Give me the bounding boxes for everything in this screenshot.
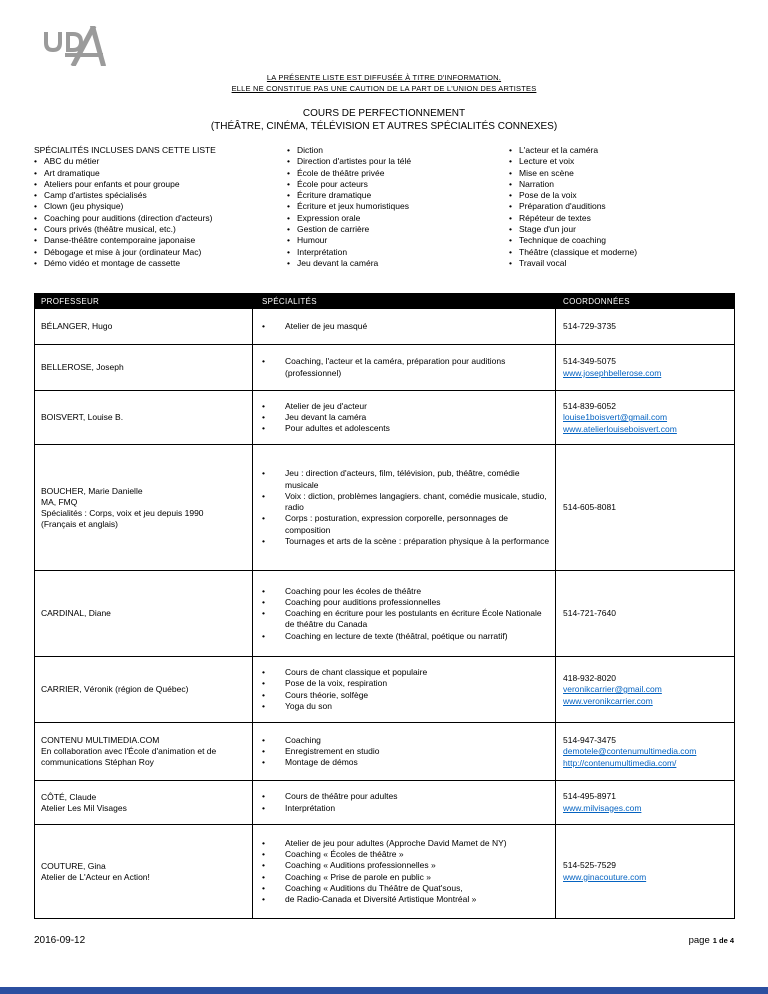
professor-cell [35,657,253,723]
specialty-item: • Pose de la voix, respiration [253,678,551,689]
specialty-list-item: • Pose de la voix [509,190,734,201]
contact-link[interactable]: www.veronikcarrier.com [563,695,653,706]
specialties-list-3 [509,145,734,269]
phone-number: 514-839-6052 [563,400,616,411]
table-row [35,781,735,825]
coordinates-cell [556,309,735,345]
logo-letter-u [46,34,60,50]
table-row [35,657,735,723]
specialties-cell [253,391,556,445]
professor-cell [35,391,253,445]
specialties-cell [253,657,556,723]
professors-table [34,293,735,919]
specialty-list-item: • Humour [287,235,509,246]
specialty-list-item: • Camp d'artistes spécialisés [34,190,287,201]
phone-number: 514-349-5075 [563,356,616,367]
specialty-item: • Pour adultes et adolescents [253,423,551,434]
specialties-cell [253,309,556,345]
specialty-list-item: • Diction [287,145,509,156]
professor-line: BÉLANGER, Hugo [41,321,113,332]
specialty-item: • Atelier de jeu pour adultes (Approche David Mamet de NY) [253,838,551,849]
specialty-item: • Montage de démos [253,757,551,768]
table-row [35,825,735,919]
coordinates-cell [556,571,735,657]
specialty-list-item: • Lecture et voix [509,156,734,167]
specialty-list-item: • Travail vocal [509,258,734,269]
professor-line: En collaboration avec l'École d'animation et de communications Stéphan Roy [41,746,217,768]
table-row [35,345,735,391]
specialty-list-item: • Jeu devant la caméra [287,258,509,269]
contact-link[interactable]: www.josephbellerose.com [563,367,662,378]
title-line-1: COURS DE PERFECTIONNEMENT [302,108,466,119]
title-line-2: (THÉÂTRE, CINÉMA, TÉLÉVISION ET AUTRES SPÉCIALITÉS CONNEXES) [210,121,558,132]
professor-cell [35,571,253,657]
professor-line: BELLEROSE, Joseph [41,362,124,373]
specialty-item: • Yoga du son [253,701,551,712]
column-header-professeur: PROFESSEUR [35,294,253,309]
professor-line: CARRIER, Véronik (région de Québec) [41,684,189,695]
specialty-list-item: • Mise en scène [509,168,734,179]
specialty-list-item: • Écriture et jeux humoristiques [287,201,509,212]
specialty-list-item: • L'acteur et la caméra [509,145,734,156]
contact-link[interactable]: www.ginacouture.com [563,871,647,882]
specialty-list-item: • Écriture dramatique [287,190,509,201]
specialties-list-1 [34,156,287,269]
contact-link[interactable]: www.milvisages.com [563,802,642,813]
specialty-item: • Corps : posturation, expression corporelle, personnages de composition [253,513,551,536]
professor-cell [35,723,253,781]
disclaimer-line-2: ELLE NE CONSTITUE PAS UNE CAUTION DE LA PART DE L'UNION DES ARTISTES [231,83,537,93]
specialties-cell [253,781,556,825]
logo-letter-d [68,34,81,50]
table-row [35,723,735,781]
specialty-list-item: • Clown (jeu physique) [34,201,287,212]
specialty-item: • Jeu : direction d'acteurs, film, télévision, pub, théâtre, comédie musicale [253,468,551,491]
professor-line: MA, FMQ [41,496,78,507]
specialty-item: • Atelier de jeu masqué [253,321,551,332]
specialty-list-item: • Préparation d'auditions [509,201,734,212]
contact-link[interactable]: demotele@contenumultimedia.com [563,746,697,757]
specialty-list-item: • Danse-théâtre contemporaine japonaise [34,235,287,246]
specialty-item: • Interprétation [253,803,551,814]
specialty-item: • Coaching [253,735,551,746]
footer-page-number: page 1 de 4 [688,935,734,947]
specialty-list-item: • Art dramatique [34,168,287,179]
specialty-item: • Cours théorie, solfège [253,690,551,701]
specialties-cell [253,825,556,919]
specialty-item: • Coaching « Prise de parole en public » [253,872,551,883]
specialty-item: • Atelier de jeu d'acteur [253,401,551,412]
contact-link[interactable]: louise1boisvert@gmail.com [563,412,668,423]
specialties-column-3 [509,145,734,269]
professor-line: BOISVERT, Louise B. [41,412,124,423]
specialties-section [34,145,734,269]
specialty-list-item: • Interprétation [287,247,509,258]
specialty-item: • Tournages et arts de la scène : préparation physique à la performance [253,536,551,547]
professor-line: CARDINAL, Diane [41,608,111,619]
professors-table-body [35,309,735,919]
table-row [35,391,735,445]
phone-number: 514-947-3475 [563,734,616,745]
specialty-list-item: • École de théâtre privée [287,168,509,179]
phone-number: 514-605-8081 [563,502,616,513]
specialty-item: • Cours de théâtre pour adultes [253,791,551,802]
coordinates-cell [556,445,735,571]
specialty-list-item: • Gestion de carrière [287,224,509,235]
disclaimer-notice [34,73,734,94]
specialties-cell [253,723,556,781]
bottom-bar [0,987,768,994]
professor-cell [35,309,253,345]
specialty-item: • Coaching en écriture pour les postulants en écriture École Nationale de théâtre du Canada [253,608,551,631]
footer-date: 2016-09-12 [34,935,86,947]
specialty-list-item: • Narration [509,179,734,190]
coordinates-cell [556,723,735,781]
phone-number: 514-729-3735 [563,321,616,332]
specialty-list-item: • Débogage et mise à jour (ordinateur Mac) [34,247,287,258]
professor-line: (Français et anglais) [41,518,119,529]
specialty-list-item: • Direction d'artistes pour la télé [287,156,509,167]
contact-link[interactable]: www.atelierlouiseboisvert.com [563,423,677,434]
specialty-item: • Coaching « Écoles de théâtre » [253,849,551,860]
phone-number: 514-525-7529 [563,860,616,871]
professor-line: CÔTÉ, Claude [41,791,97,802]
specialty-list-item: • Répéteur de textes [509,213,734,224]
specialty-list-item: • Théâtre (classique et moderne) [509,247,734,258]
specialties-cell [253,345,556,391]
table-row [35,571,735,657]
professor-cell [35,345,253,391]
coordinates-cell [556,345,735,391]
professor-line: Atelier de L'Acteur en Action! [41,871,150,882]
specialties-column-2 [287,145,509,269]
specialties-column-1 [34,145,287,269]
specialty-list-item: • Expression orale [287,213,509,224]
contact-link[interactable]: veronikcarrier@gmail.com [563,684,662,695]
professor-line: Atelier Les Mil Visages [41,802,127,813]
professor-line: COUTURE, Gina [41,860,106,871]
coordinates-cell [556,781,735,825]
professor-line: CONTENU MULTIMEDIA.COM [41,735,160,746]
professor-line: Spécialités : Corps, voix et jeu depuis 1990 [41,507,204,518]
professor-cell [35,445,253,571]
specialty-item: • Coaching, l'acteur et la caméra, préparation pour auditions (professionnel) [253,356,551,379]
table-header-row [35,294,735,309]
specialty-item: • Coaching en lecture de texte (théâtral, poétique ou narratif) [253,631,551,642]
specialty-list-item: • ABC du métier [34,156,287,167]
phone-number: 514-721-7640 [563,608,616,619]
table-row [35,445,735,571]
specialty-list-item: • École pour acteurs [287,179,509,190]
specialty-list-item: • Technique de coaching [509,235,734,246]
specialty-list-item: • Ateliers pour enfants et pour groupe [34,179,287,190]
phone-number: 514-495-8971 [563,791,616,802]
document-title [34,107,734,133]
column-header-specialites: SPÉCIALITÉS [253,294,556,309]
table-row [35,309,735,345]
page-footer [34,935,734,946]
specialties-list-2 [287,145,509,269]
coordinates-cell [556,657,735,723]
specialty-item: • de Radio-Canada et Diversité Artistique Montréal » [253,894,551,905]
specialty-item: • Cours de chant classique et populaire [253,667,551,678]
specialty-item: • Coaching « Auditions du Théâtre de Quat'sous, [253,883,551,894]
specialties-cell [253,445,556,571]
specialty-item: • Coaching pour auditions professionnelles [253,597,551,608]
specialty-list-item: • Démo vidéo et montage de cassette [34,258,287,269]
coordinates-cell [556,825,735,919]
specialty-item: • Coaching « Auditions professionnelles » [253,860,551,871]
uda-logo [38,26,110,66]
disclaimer-line-1: LA PRÉSENTE LISTE EST DIFFUSÉE À TITRE D'INFORMATION. [266,73,502,82]
specialty-item: • Voix : diction, problèmes langagiers. chant, comédie musicale, studio, radio [253,491,551,514]
specialty-item: • Enregistrement en studio [253,746,551,757]
professor-line: BOUCHER, Marie Danielle [41,485,143,496]
specialty-item: • Coaching pour les écoles de théâtre [253,586,551,597]
professor-cell [35,781,253,825]
specialty-list-item: • Cours privés (théâtre musical, etc.) [34,224,287,235]
phone-number: 418-932-8020 [563,672,616,683]
specialties-cell [253,571,556,657]
specialties-heading: SPÉCIALITÉS INCLUSES DANS CETTE LISTE [34,145,216,155]
specialty-list-item: • Stage d'un jour [509,224,734,235]
specialty-list-item: • Coaching pour auditions (direction d'acteurs) [34,213,287,224]
column-header-coordonnees: COORDONNÉES [556,294,735,309]
specialty-item: • Jeu devant la caméra [253,412,551,423]
coordinates-cell [556,391,735,445]
professor-cell [35,825,253,919]
contact-link[interactable]: http://contenumultimedia.com/ [563,757,677,768]
